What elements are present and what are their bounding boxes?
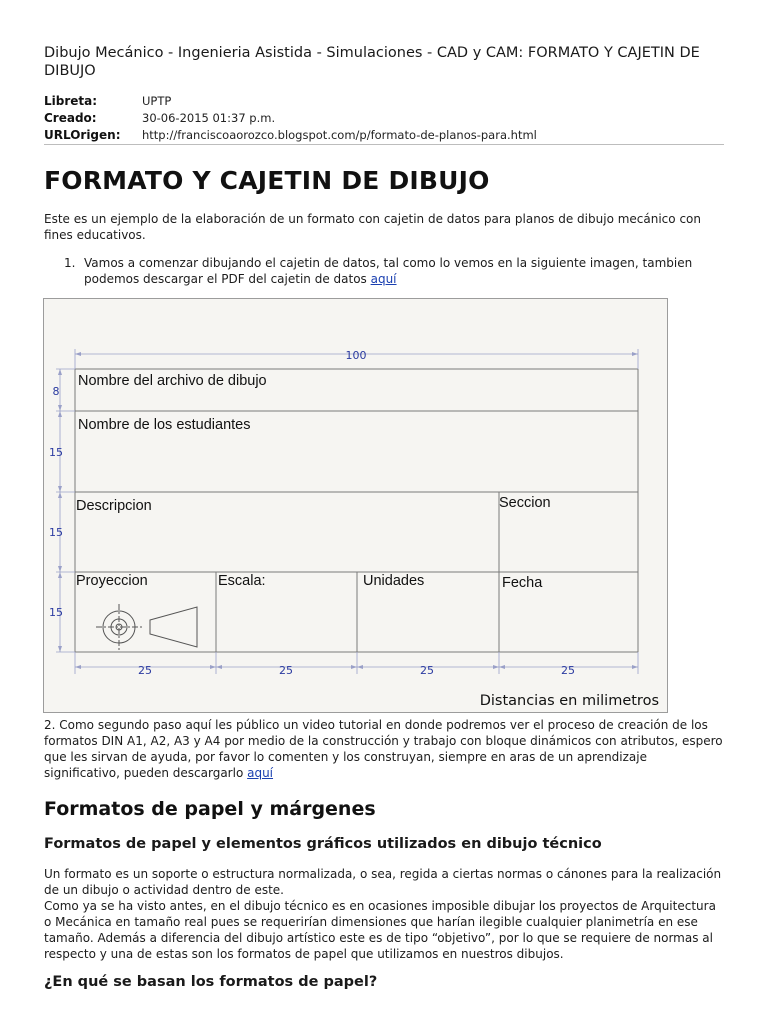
list-number: 1. (64, 256, 76, 270)
question-heading: ¿En qué se basan los formatos de papel? (44, 974, 378, 990)
paragraph-definition: Un formato es un soporte o estructura normalizada, o sea, regida a ciertas normas o cánones para la realización de un dibujo o actividad dentro de este. (44, 867, 722, 897)
step1-text: Vamos a comenzar dibujando el cajetin de datos, tal como lo vemos en la siguiente imagen, tambien podemos descargar el PDF del cajetin de datos (84, 256, 693, 286)
figure-note: Distancias en milimetros (479, 693, 659, 709)
step-2-paragraph (44, 717, 724, 781)
label-scale: Escala: (218, 573, 266, 589)
subheading: Formatos de papel y elementos gráficos utilizados en dibujo técnico (44, 836, 602, 852)
meta-row-source-url (44, 127, 724, 144)
dim-row-3: 15 (49, 526, 63, 539)
label-date: Fecha (502, 575, 543, 591)
metadata-table (44, 93, 724, 144)
projection-symbol-icon (96, 604, 197, 650)
meta-label: Creado: (44, 111, 97, 125)
dim-row-2: 15 (49, 446, 63, 459)
meta-row-created (44, 110, 724, 127)
source-url-link[interactable]: http://franciscoaorozco.blogspot.com/p/formato-de-planos-para.html (142, 128, 537, 142)
paragraph-explanation: Como ya se ha visto antes, en el dibujo técnico es en ocasiones imposible dibujar los proyectos de Arquitectura o Mecánica en tamaño real pues se requerirían dimensiones que harían ilegible cualquier planimetría en ese tamaño. Además a diferencia del dibujo artístico este es de tipo “objetivo”, por lo que se requiere de normas al respecto y una de estas son los formatos de papel que utilizamos en nuestros dibujos. (44, 899, 716, 961)
dim-row-4: 15 (49, 606, 63, 619)
document-title: Dibujo Mecánico - Ingenieria Asistida - Simulaciones - CAD y CAM: FORMATO Y CAJETIN DE DIBUJO (44, 45, 700, 79)
divider (44, 144, 724, 145)
dim-row-1: 8 (52, 385, 60, 398)
intro-paragraph: Este es un ejemplo de la elaboración de un formato con cajetin de datos para planos de dibujo mecánico con fines educativos. (44, 212, 701, 242)
title-block-figure (43, 298, 668, 713)
label-file-name: Nombre del archivo de dibujo (78, 373, 267, 389)
meta-label: URLOrigen: (44, 128, 121, 142)
label-projection: Proyeccion (76, 573, 148, 589)
label-description: Descripcion (76, 498, 152, 514)
dim-col-4: 25 (561, 664, 575, 677)
title-block-grid (75, 369, 638, 652)
step2-text: 2. Como segundo paso aquí les público un video tutorial en donde podremos ver el proceso de creación de los formatos DIN A1, A2, A3 y A4 por medio de la construcción y trabajo con bloque dinámicos con atributos, espero que les sirvan de ayuda, por favor lo comenten y los construyan, siempre en aras de un aprendizaje significativo, pueden descargarlo (44, 718, 723, 780)
meta-row-notebook (44, 93, 724, 110)
article-heading: FORMATO Y CAJETIN DE DIBUJO (44, 166, 490, 195)
meta-label: Libreta: (44, 94, 98, 108)
meta-value: 30-06-2015 01:37 p.m. (142, 111, 276, 125)
label-units: Unidades (363, 573, 425, 589)
pdf-download-link[interactable]: aquí (370, 272, 397, 286)
video-download-link[interactable]: aquí (247, 766, 274, 780)
dim-col-1: 25 (138, 664, 152, 677)
dim-col-3: 25 (420, 664, 434, 677)
meta-value: UPTP (142, 94, 172, 108)
dim-col-2: 25 (279, 664, 293, 677)
list-item-text (84, 255, 724, 287)
section-heading: Formatos de papel y márgenes (44, 798, 376, 820)
label-section: Seccion (499, 495, 551, 511)
dim-total-width: 100 (345, 349, 367, 362)
title-block-drawing (44, 299, 669, 714)
label-students: Nombre de los estudiantes (78, 417, 251, 433)
